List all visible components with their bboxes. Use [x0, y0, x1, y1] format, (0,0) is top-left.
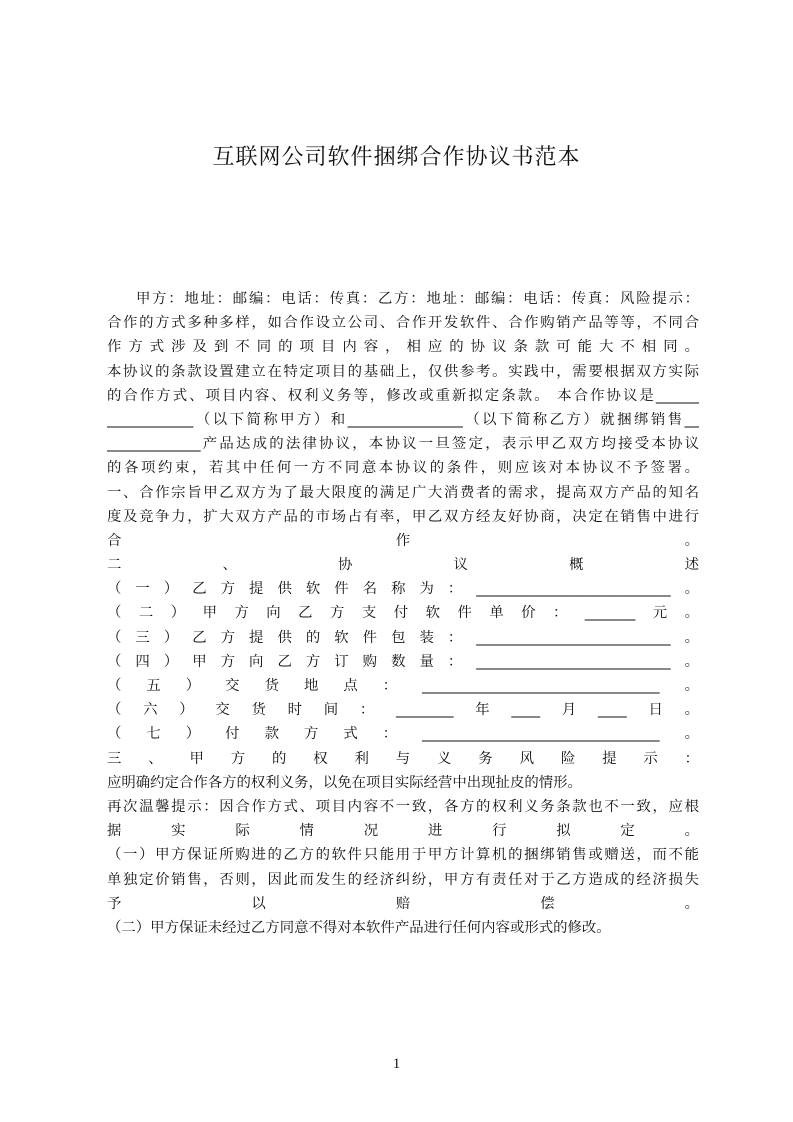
- paragraph-line: 应明确约定合作各方的权利义务，以免在项目实际经营中出现扯皮的情形。: [107, 774, 582, 791]
- paragraph-line: 作方式涉及到不同的项目内容，相应的协议条款可能大不相同。: [107, 339, 699, 356]
- paragraph-line: 合作的方式多种多样，如合作设立公司、合作开发软件、合作购销产品等等，不同合: [107, 315, 699, 332]
- field-delivery-time: （六）交货时间：________年____月____日。: [107, 702, 699, 719]
- field-payment-method: （七）付款方式：_________________________________。: [107, 726, 699, 743]
- document-title: 互联网公司软件捆绑合作协议书范本: [212, 145, 581, 170]
- paragraph-line: 再次温馨提示：因合作方式、项目内容不一致，各方的权利义务条款也不一致，应根: [107, 798, 699, 815]
- page-number: 1: [392, 1056, 401, 1072]
- paragraph-line: _____________产品达成的法律协议，本协议一旦签定，表示甲乙双方均接受本协议: [107, 436, 699, 453]
- field-software-name: （一）乙方提供软件名称为：___________________________。: [107, 581, 699, 598]
- section-heading-cooperation-purpose: 一、合作宗旨甲乙双方为了最大限度的满足广大消费者的需求，提高双方产品的知名: [107, 484, 699, 501]
- field-software-package: （三）乙方提供的软件包装：___________________________。: [107, 629, 699, 646]
- paragraph-line: （一）甲方保证所购进的乙方的软件只能用于甲方计算机的捆绑销售或赠送，而不能: [107, 847, 699, 864]
- field-delivery-place: （五）交货地点：_________________________________。: [107, 678, 699, 694]
- paragraph-line: 本协议的条款设置建立在特定项目的基础上，仅供参考。实践中，需要根据双方实际: [107, 363, 699, 380]
- section-heading-party-a-rights: 三、甲方的权利与义务风险提示：: [107, 750, 699, 767]
- field-order-quantity: （四）甲方向乙方订购数量：___________________________。: [107, 653, 699, 670]
- field-unit-price: （二）甲方向乙方支付软件单价：_______元。: [107, 605, 699, 622]
- paragraph-line: ____________（以下简称甲方）和________________（以下简称乙方）就捆绑销售__: [107, 411, 699, 428]
- paragraph-line: 甲方：地址：邮编：电话：传真：乙方：地址：邮编：电话：传真：风险提示：: [136, 291, 699, 307]
- paragraph-line: 的各项约束，若其中任何一方不同意本协议的条件，则应该对本协议不予签署。: [107, 460, 699, 477]
- paragraph-line: 予以赔偿。: [107, 895, 699, 912]
- section-heading-agreement-overview: 二、协议概述: [107, 557, 699, 574]
- document-body: [107, 287, 699, 940]
- paragraph-line: 单独定价销售，否则，因此而发生的经济纠纷，甲方有责任对于乙方造成的经济损失: [107, 871, 699, 888]
- paragraph-line: 合作。: [107, 532, 699, 549]
- paragraph-line: 据实际情况进行拟定。: [107, 823, 699, 840]
- paragraph-line: 的合作方式、项目内容、权利义务等，修改或重新拟定条款。 本合作协议是______: [107, 387, 699, 404]
- paragraph-line: 度及竞争力，扩大双方产品的市场占有率，甲乙双方经友好协商，决定在销售中进行: [107, 508, 699, 525]
- paragraph-line: （二）甲方保证未经过乙方同意不得对本软件产品进行任何内容或形式的修改。: [107, 919, 611, 936]
